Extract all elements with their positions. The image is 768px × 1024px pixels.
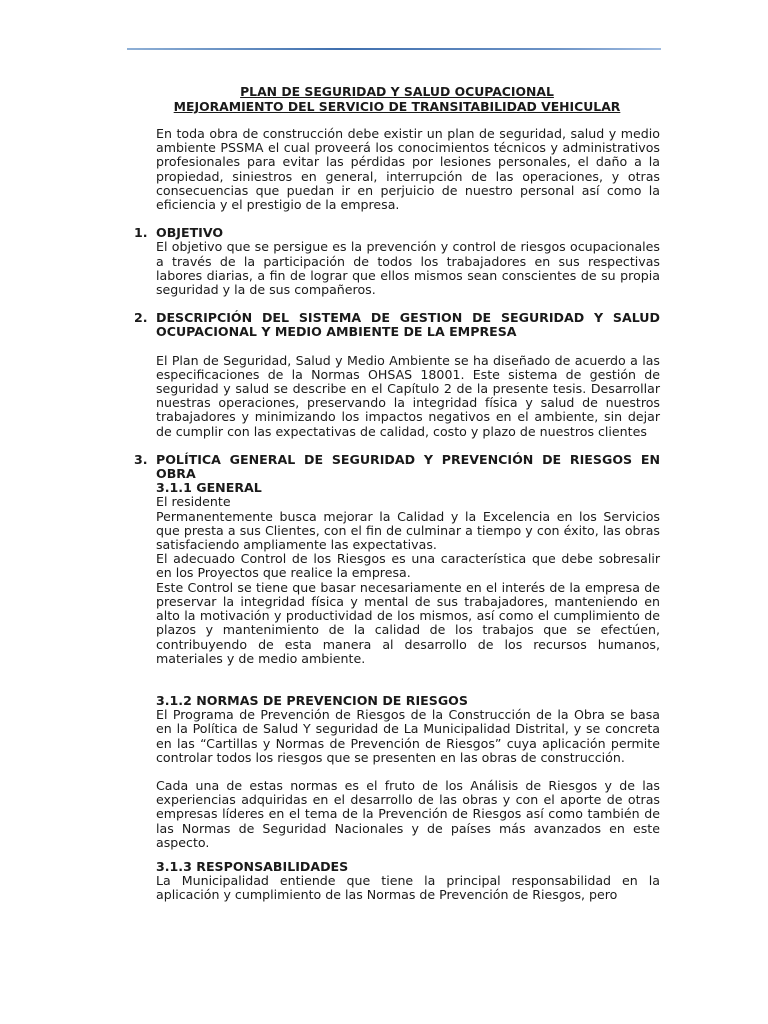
section-number: 1. (134, 225, 148, 241)
intro-paragraph: En toda obra de construcción debe existir un plan de seguridad, salud y medio ambiente PSSMA el cual proveerá los conocimientos técnicos y administrativos profesionales para evitar las pérdidas por lesiones personales, el daño a la propiedad, siniestros en general, interrupción de las operaciones, y otras consecuencias que puedan ir en perjuicio de nuestro personal así como la eficiencia y el prestigio de la empresa. (156, 126, 660, 213)
document-title (134, 84, 660, 114)
section-text: El Plan de Seguridad, Salud y Medio Ambiente se ha diseñado de acuerdo a las especificaciones de la Normas OHSAS 18001. Este sistema de gestión de seguridad y salud se describe en el Capítulo 2 de la presente tesis. Desarrollar nuestras operaciones, preservando la integridad física y salud de nuestros trabajadores y minimizando los impactos negativos en el ambiente, sin dejar de cumplir con las expectativas de calidad, costo y plazo de nuestros clientes (156, 352, 660, 439)
general-paragraph-1: Permanentemente busca mejorar la Calidad y la Excelencia en los Servicios que presta a sus Clientes, con el fin de culminar a tiempo y con éxito, las obras satisfaciendo ampliamente las expectativas. (156, 508, 660, 553)
subsection-heading-responsabilidades: 3.1.3 RESPONSABILIDADES (156, 858, 349, 874)
section-objetivo (134, 226, 660, 297)
general-paragraph-3: Este Control se tiene que basar necesariamente en el interés de la empresa de preservar la integridad física y mental de sus trabajadores, manteniendo en alto la motivación y productividad de los mismos, así como el cumplimiento de plazos y mantenimiento de la calidad de los trabajos que se efectúen, contribuyendo de esta manera al desarrollo de los recursos humanos, materiales y de medio ambiente. (156, 579, 660, 666)
section-politica (134, 453, 660, 903)
responsabilidades-paragraph: La Municipalidad entiende que tiene la principal responsabilidad en la aplicación y cumplimiento de las Normas de Prevención de Riesgos, pero (156, 873, 660, 903)
title-line-2: MEJORAMIENTO DEL SERVICIO DE TRANSITABILIDAD VEHICULAR (173, 99, 621, 114)
normas-paragraph-2: Cada una de estas normas es el fruto de los Análisis de Riesgos y de las experiencias adquiridas en el desarrollo de las obras y con el aporte de otras empresas líderes en el tema de la Prevención de Riesgos así como también de las Normas de Seguridad Nacionales y de países más avanzados en este aspecto. (156, 777, 660, 850)
section-descripcion (134, 311, 660, 439)
section-number: 3. (134, 451, 148, 467)
header-rule (127, 48, 661, 50)
title-line-1: PLAN DE SEGURIDAD Y SALUD OCUPACIONAL (240, 84, 554, 99)
general-paragraph-2: El adecuado Control de los Riesgos es una característica que debe sobresalir en los Proyectos que realice la empresa. (156, 551, 660, 581)
section-text: El objetivo que se persigue es la prevención y control de riesgos ocupacionales a través de la participación de todos los trabajadores en sus respectivas labores diarias, a fin de lograr que ellos mismos sean conscientes de su propia seguridad y la de sus compañeros. (156, 239, 660, 298)
section-number: 2. (134, 310, 148, 326)
section-heading: POLÍTICA GENERAL DE SEGURIDAD Y PREVENCIÓN DE RIESGOS EN OBRA (156, 451, 660, 482)
normas-paragraph-1: El Programa de Prevención de Riesgos de la Construcción de la Obra se basa en la Política de Salud Y seguridad de La Municipalidad Distrital, y se concreta en las “Cartillas y Normas de Prevención de Riesgos” cuya aplicación permite controlar todos los riesgos que se presenten en las obras de construcción. (156, 707, 660, 765)
subsection-heading-normas: 3.1.2 NORMAS DE PREVENCION DE RIESGOS (156, 692, 468, 708)
subsection-heading-general: 3.1.1 GENERAL (156, 480, 262, 496)
section-heading: OBJETIVO (156, 225, 224, 241)
general-line: El residente (156, 494, 231, 510)
section-heading: DESCRIPCIÓN DEL SISTEMA DE GESTION DE SEGURIDAD Y SALUD OCUPACIONAL Y MEDIO AMBIENTE DE LA EMPRESA (156, 310, 660, 340)
document-page (134, 84, 660, 903)
